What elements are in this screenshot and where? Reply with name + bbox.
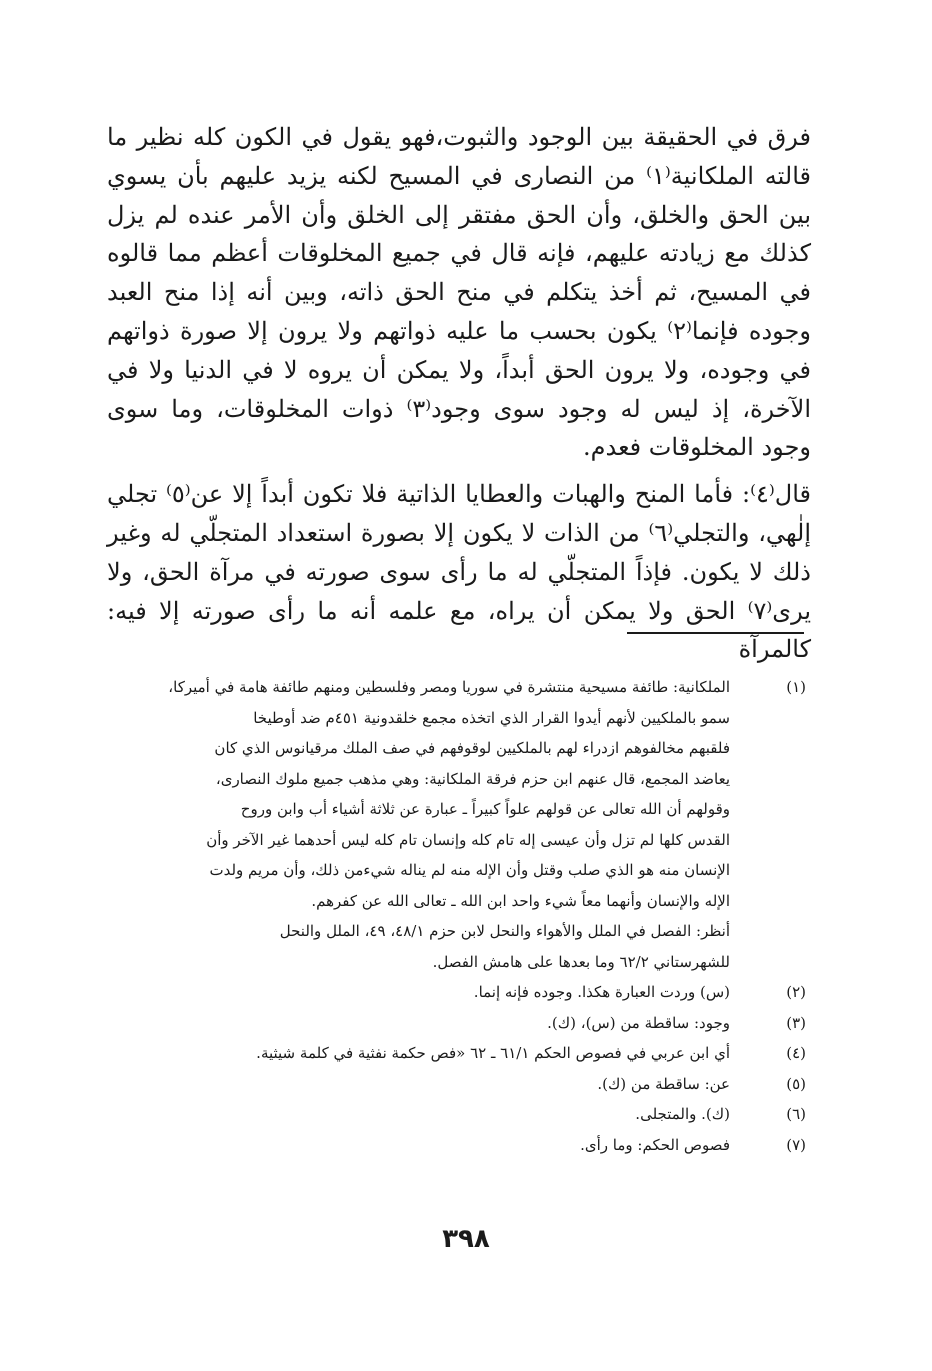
footnote-body	[106, 1099, 730, 1130]
footnote-line: فصوص الحكم: وما رأى.	[580, 1135, 730, 1154]
footnote-line: الإله والإنسان وأنهما معاً شيء واحد ابن الله ـ تعالى الله عن كفرهم.	[311, 891, 730, 910]
footnote-number: (٧)	[786, 1135, 806, 1154]
footnote-3	[106, 1008, 810, 1039]
footnote-body	[106, 1069, 730, 1100]
footnote-6	[106, 1099, 810, 1130]
footnote-number: (٦)	[786, 1105, 806, 1123]
footnote-body	[106, 672, 730, 977]
footnote-body	[106, 1038, 730, 1069]
footnote-body	[106, 1130, 730, 1161]
footnote-1	[106, 672, 810, 977]
footnote-line: الإنسان منه هو الذي صلب وقتل وأن الإله منه لم يناله شيءمن ذلك، وأن مريم ولدت	[209, 861, 730, 879]
footnote-line: أنظر: الفصل في الملل والأهواء والنحل لابن حزم ٤٨/١، ٤٩، الملل والنحل	[279, 922, 730, 940]
footnote-number: (٤)	[786, 1044, 806, 1062]
footnote-line: الملكانية: طائفة مسيحية منتشرة في سوريا ومصر وفلسطين ومنهم طائفة هامة في أميركا،	[168, 678, 730, 696]
footnote-body	[106, 1008, 730, 1039]
footnote-line: فلقبهم مخالفوهم ازدراء لهم بالملكيين لوقوفهم في صف الملك مرقيانوس الذي كان	[214, 739, 730, 757]
footnote-line: للشهرستاني ٦٢/٢ وما بعدها على هامش الفصل.	[432, 952, 730, 971]
footnote-line: القدس كلها لم تزل وأن عيسى إله تام كله وإنسان تام كله ليس أحدهما غير الآخر وأن	[206, 830, 730, 849]
footnote-line: يعاضد المجمع، قال عنهم ابن حزم فرقة الملكانية: وهي مذهب جميع ملوك النصارى،	[215, 769, 730, 788]
footnotes	[106, 672, 810, 1160]
footnote-line: وجود: ساقطة من (س)، (ك).	[547, 1013, 730, 1032]
footnote-line: وقولهم أن الله تعالى عن قولهم علواً كبيراً ـ عبارة عن ثلاثة أشياء أب وابن وروح	[240, 800, 730, 818]
footnote-number: (٣)	[786, 1013, 806, 1032]
footnote-line: سمو بالملكيين لأنهم أيدوا القرار الذي اتخذه مجمع خلقدونية ٤٥١م ضد أوطيخا	[253, 708, 730, 727]
footnote-number: (١)	[786, 678, 806, 696]
footnote-5	[106, 1069, 810, 1100]
footnote-number: (٢)	[786, 983, 806, 1001]
main-text	[107, 118, 811, 669]
page-number: ٣٩٨	[442, 1224, 490, 1254]
footnote-4	[106, 1038, 810, 1069]
main-paragraph-1: فرق في الحقيقة بين الوجود والثبوت،فهو يقول في الكون كله نظير ما قالته الملكانية⁽١⁾ من النصارى في المسيح لكنه يزيد عليهم بأن يسوي بين الحق والخلق، وأن الحق مفتقر إلى الخلق وأن الأمر عنده لم يزل كذلك مع زيادته عليهم، فإنه قال في جميع المخلوقات أعظم مما قالوه في المسيح، ثم أخذ يتكلم في منح الحق ذاته، وبين أنه إذا منح العبد وجوده فإنما⁽٢⁾ يكون بحسب ما عليه ذواتهم ولا يرون إلا صورة ذواتهم في وجوده، ولا يرون الحق أبداً، ولا يمكن أن يروه لا في الدنيا ولا في الآخرة، إذ ليس له وجود سوى وجود⁽٣⁾ ذوات المخلوقات، وما سوى وجود المخلوقات فعدم.	[107, 123, 811, 462]
footnote-divider	[627, 632, 804, 634]
main-paragraph-2: قال⁽٤⁾: فأما المنح والهبات والعطايا الذاتية فلا تكون أبداً إلا عن⁽٥⁾ تجلي إلٰهي، والتجلي⁽٦⁾ من الذات لا يكون إلا بصورة استعداد المتجلّي له وغير ذلك لا يكون. فإذاً المتجلّي له ما رأى سوى صورته في مرآة الحق، ولا يرى⁽٧⁾ الحق ولا يمكن أن يراه، مع علمه أنه ما رأى صورته إلا فيه: كالمرآة	[107, 480, 811, 664]
footnote-line: عن: ساقطة من (ك).	[597, 1074, 730, 1093]
footnote-number: (٥)	[786, 1074, 806, 1093]
footnote-body	[106, 977, 730, 1008]
footnote-line: أي ابن عربي في فصوص الحكم ٦١/١ ـ ٦٢ «فص حكمة نفثية في كلمة شيثية.	[256, 1044, 730, 1062]
footnote-2	[106, 977, 810, 1008]
footnote-line: (س) وردت العبارة هكذا. وجوده فإنه إنما.	[473, 983, 730, 1001]
footnote-line: (ك). والمتجلى.	[635, 1105, 730, 1123]
footnote-7	[106, 1130, 810, 1161]
